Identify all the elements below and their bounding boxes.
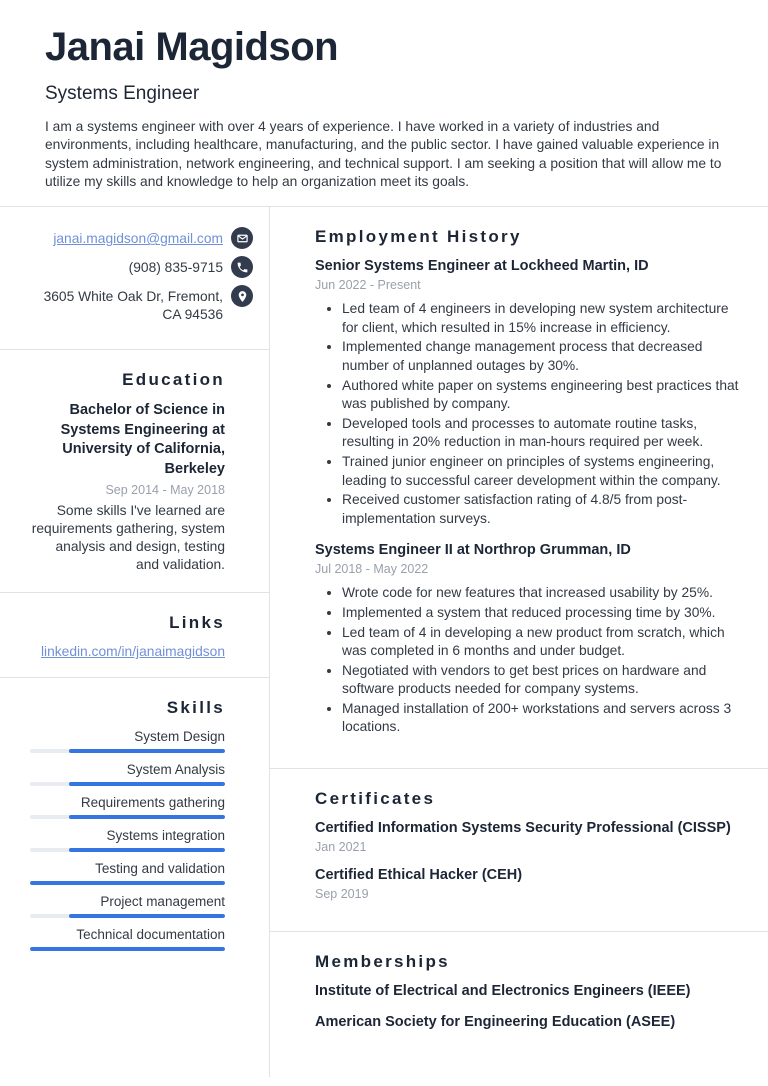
job-bullet: • Developed tools and processes to automate routine tasks, resulting in 20% reduction in man-hours required per week. (342, 415, 740, 452)
certificate-name: Certified Information Systems Security Professional (CISSP) (315, 820, 731, 837)
membership-entry: Institute of Electrical and Electronics Engineers (IEEE) (315, 983, 691, 1000)
job-bullet: • Received customer satisfaction rating of 4.8/5 from post-implementation surveys. (342, 491, 740, 528)
job-entry (315, 541, 740, 737)
profile-summary: I am a systems engineer with over 4 years of experience. I have worked in a variety of industries and environments, including healthcare, manufacturing, and the public sector. I have gained valuable experience in system administration, network engineering, and technical support. I am seeking a position that will allow me to utilize my skills and knowledge to help an organization meet its goals. (45, 119, 722, 189)
job-bullet-list (315, 300, 740, 528)
skill-bar-track (30, 815, 225, 819)
job-bullet: • Implemented a system that reduced processing time by 30%. (342, 604, 740, 623)
certificate-date: Sep 2019 (315, 887, 369, 902)
skill-name: System Analysis (126, 762, 225, 778)
contact-row-phone (30, 256, 253, 278)
email-link[interactable]: janai.magidson@gmail.com (53, 231, 223, 247)
skill-bar-track (30, 749, 225, 753)
skill-item (30, 828, 225, 852)
job-title: Senior Systems Engineer at Lockheed Martin, ID (315, 258, 649, 275)
skill-bar-track (30, 914, 225, 918)
skill-item (30, 762, 225, 786)
skill-item (30, 795, 225, 819)
job-bullet: • Led team of 4 in developing a new product from scratch, which was completed in 6 months and under budget. (342, 624, 740, 661)
skills-section (0, 678, 269, 978)
skill-bar-fill (69, 749, 225, 753)
contact-section (0, 207, 269, 350)
skill-name: Testing and validation (95, 861, 225, 877)
link-item (30, 644, 225, 659)
skill-bar-track (30, 848, 225, 852)
education-dates: Sep 2014 - May 2018 (105, 483, 225, 498)
job-bullet: • Managed installation of 200+ workstations and servers across 3 locations. (342, 700, 740, 737)
certificate-name: Certified Ethical Hacker (CEH) (315, 867, 523, 884)
job-bullet: • Authored white paper on systems engineering best practices that was published by company. (342, 377, 740, 414)
skill-bar-fill (69, 848, 225, 852)
skill-bar-fill (30, 947, 225, 951)
phone-number: (908) 835-9715 (128, 260, 223, 276)
envelope-icon (231, 227, 253, 249)
job-bullet: • Implemented change management process that decreased number of unplanned outages by 30%. (342, 338, 740, 375)
skill-bar-track (30, 782, 225, 786)
skills-heading: Skills (166, 698, 225, 718)
job-title: Systems Engineer II at Northrop Grumman, ID (315, 542, 631, 559)
job-bullet: • Negotiated with vendors to get best prices on hardware and software products needed for company systems. (342, 662, 740, 699)
certificates-heading: Certificates (315, 789, 436, 809)
skill-name: Technical documentation (76, 927, 225, 943)
postal-address: 3605 White Oak Dr, Fremont, CA 94536 (43, 289, 223, 323)
phone-icon (231, 256, 253, 278)
education-description: Some skills I've learned are requirements gathering, system analysis and design, testing and validation. (31, 503, 225, 573)
skill-name: Systems integration (106, 828, 225, 844)
skill-bar-fill (30, 881, 225, 885)
sidebar (0, 207, 270, 1077)
skill-name: System Design (134, 729, 225, 745)
job-bullet: • Led team of 4 engineers in developing new system architecture for client, which resulted in 15% increase in efficiency. (342, 300, 740, 337)
education-section (0, 350, 269, 593)
linkedin-link[interactable]: linkedin.com/in/janaimagidson (40, 644, 225, 660)
links-heading: Links (169, 613, 225, 633)
membership-entry: American Society for Engineering Education (ASEE) (315, 1014, 676, 1031)
job-bullet: • Trained junior engineer on principles of systems engineering, leading to successful career development within the company. (342, 453, 740, 490)
person-job-title: Systems Engineer (45, 83, 200, 104)
skill-item (30, 861, 225, 885)
resume-body (0, 206, 768, 1077)
certificates-section (270, 768, 768, 931)
skill-bar-fill (69, 782, 225, 786)
employment-section (270, 207, 768, 768)
skill-name: Requirements gathering (80, 795, 225, 811)
person-name: Janai Magidson (45, 25, 339, 69)
job-entry (315, 257, 740, 528)
links-section (0, 593, 269, 678)
memberships-heading: Memberships (315, 952, 450, 972)
skills-list (30, 729, 225, 951)
skill-bar-fill (69, 815, 225, 819)
main-column (270, 207, 768, 1077)
employment-heading: Employment History (315, 227, 522, 247)
skill-bar-track (30, 947, 225, 951)
skill-item (30, 927, 225, 951)
memberships-section (270, 931, 768, 1062)
certificate-entry (315, 819, 740, 854)
certificate-date: Jan 2021 (315, 840, 367, 855)
skill-bar-track (30, 881, 225, 885)
contact-row-email (30, 227, 253, 249)
resume-header (0, 0, 768, 191)
location-pin-icon (231, 285, 253, 307)
contact-row-address (30, 285, 253, 324)
job-dates: Jun 2022 - Present (315, 278, 421, 293)
job-dates: Jul 2018 - May 2022 (315, 562, 429, 577)
skill-item (30, 894, 225, 918)
education-heading: Education (122, 370, 225, 390)
certificate-entry (315, 866, 740, 901)
job-bullet: • Wrote code for new features that increased usability by 25%. (342, 584, 740, 603)
education-degree: Bachelor of Science in Systems Engineering at University of California, Berkeley (60, 402, 225, 477)
skill-name: Project management (100, 894, 225, 910)
skill-item (30, 729, 225, 753)
skill-bar-fill (69, 914, 225, 918)
job-bullet-list (315, 584, 740, 737)
